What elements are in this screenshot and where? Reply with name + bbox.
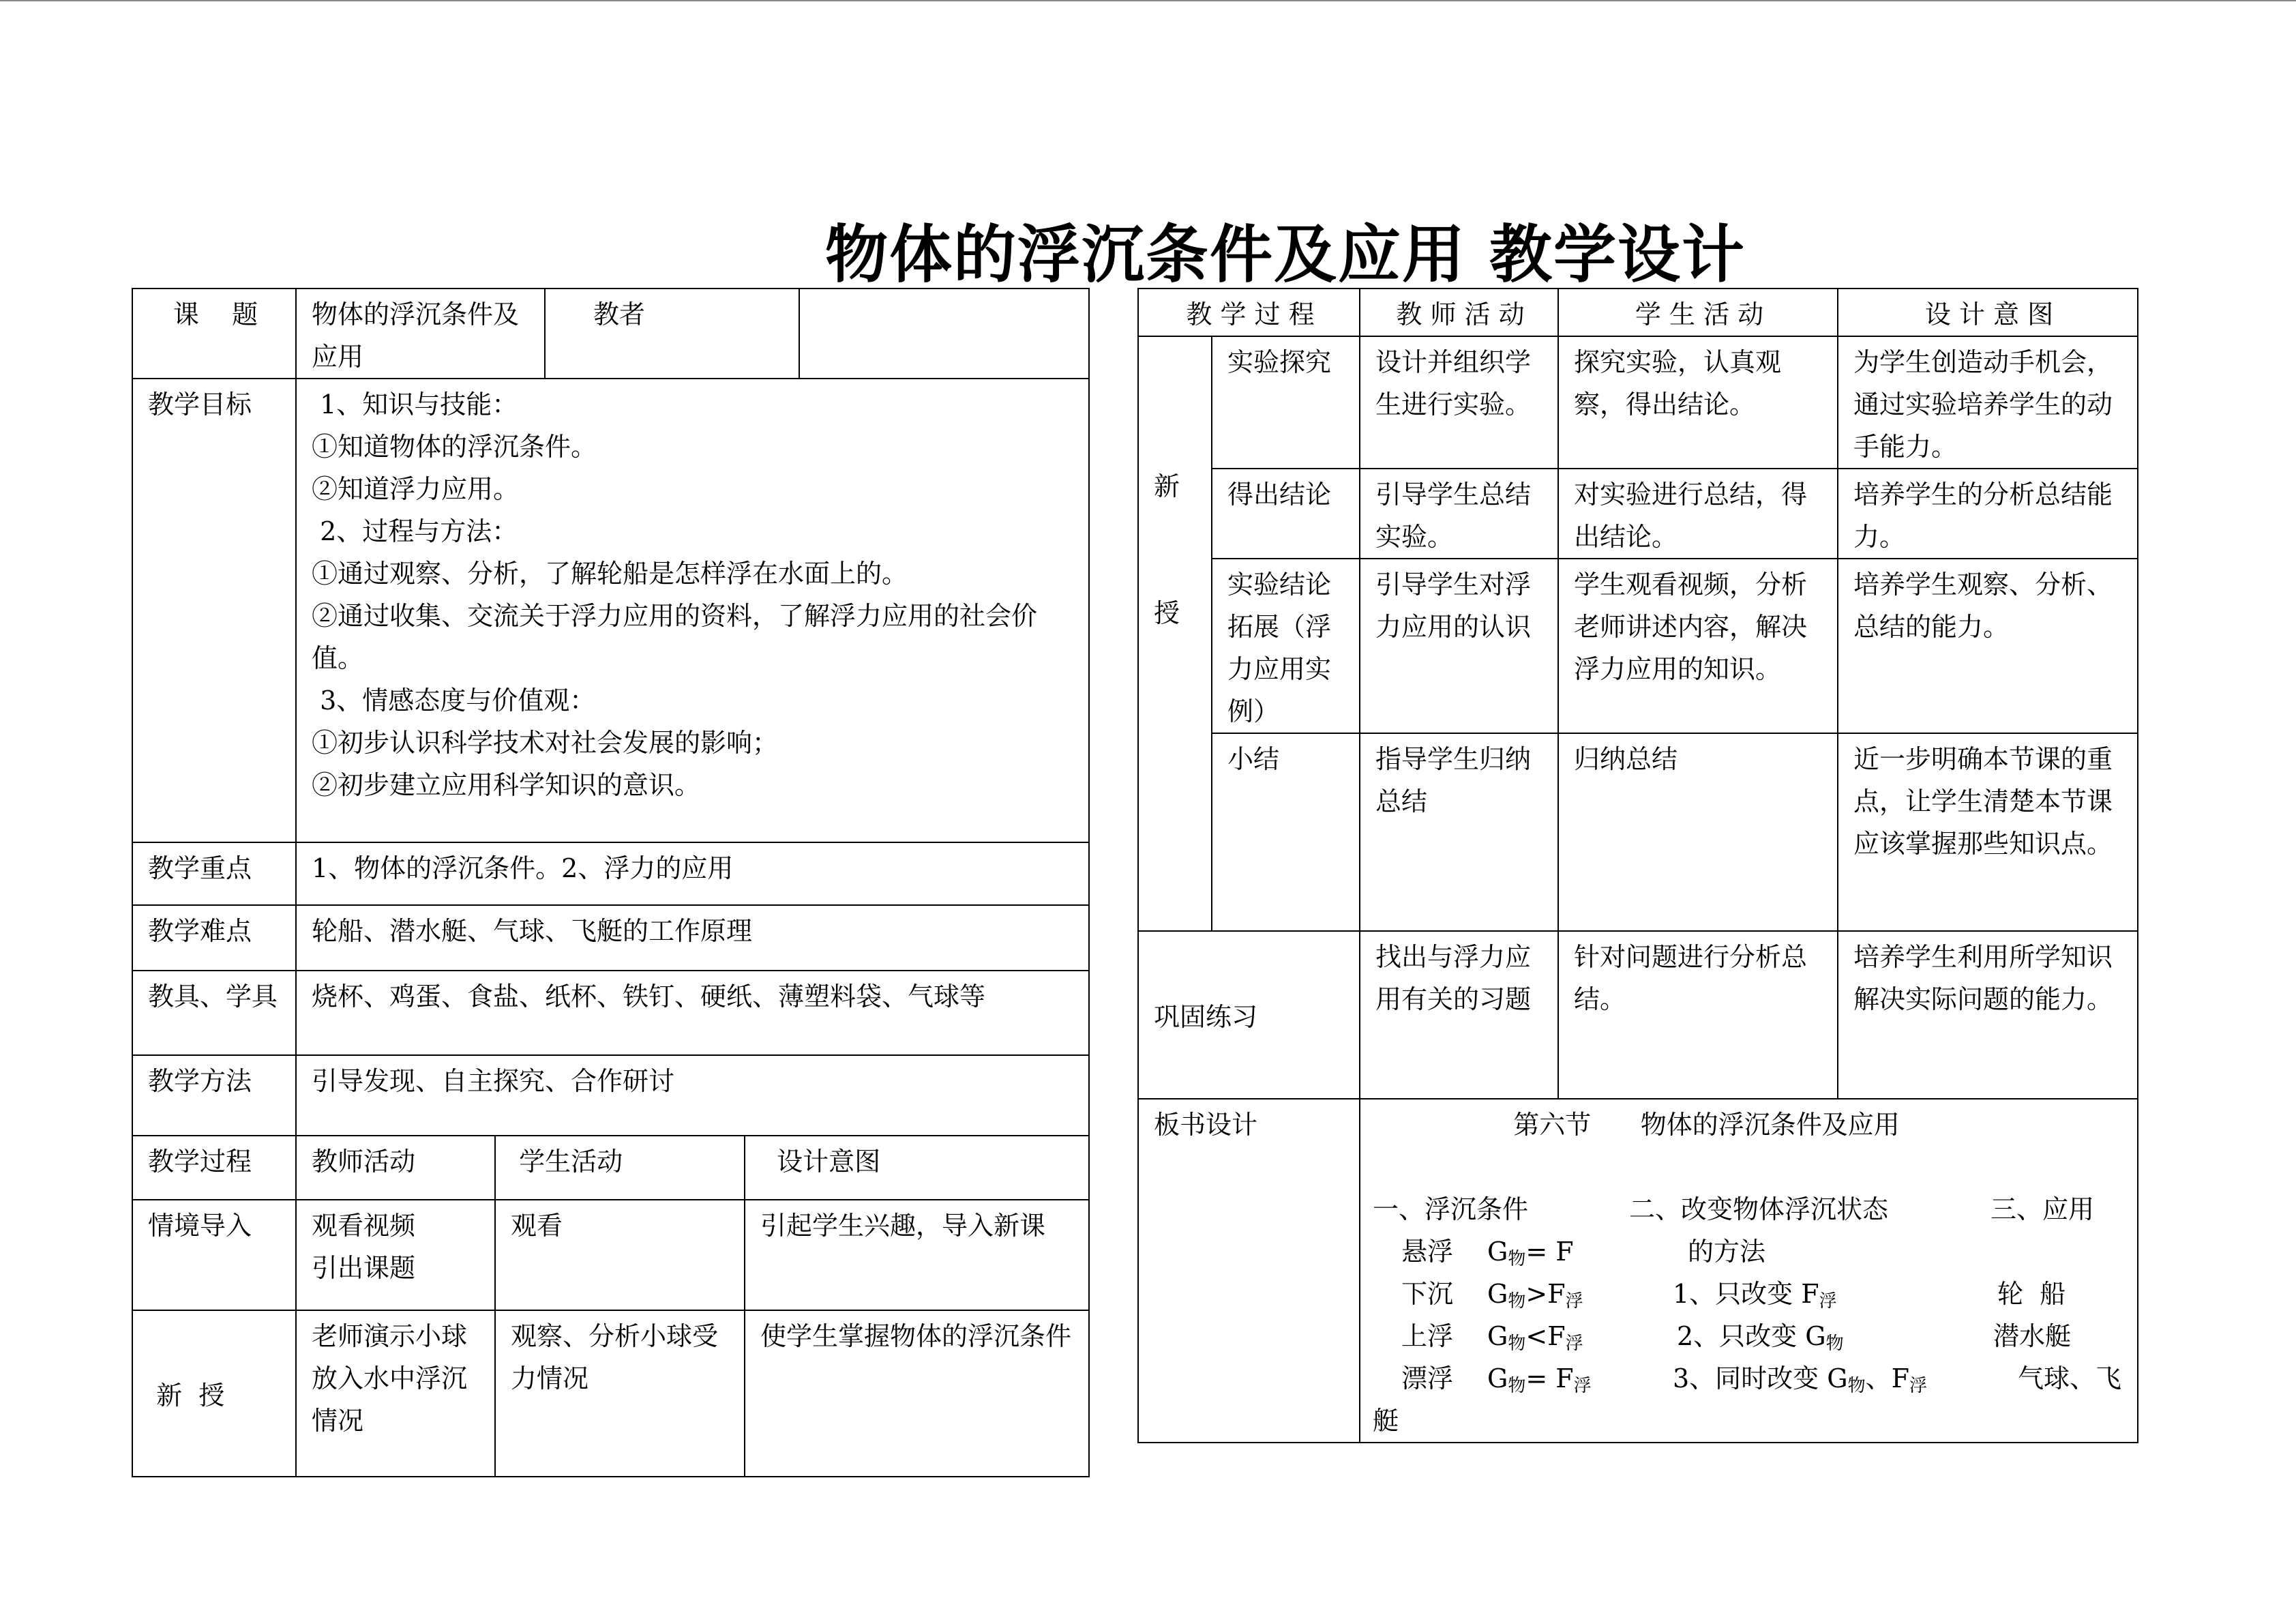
- board-method: 2、只改变 G: [1677, 1321, 1826, 1351]
- tools-label: 教具、学具: [132, 971, 296, 1055]
- teacher-value: [799, 289, 1089, 379]
- stage-cell: 得出结论: [1212, 469, 1360, 559]
- f-subscript: 浮: [1565, 1333, 1583, 1354]
- board-col2-title: 二、改变物体浮沉状态: [1629, 1194, 1889, 1224]
- goal-line: 1、知识与技能：: [312, 389, 518, 419]
- key-value: 1、物体的浮沉条件。2、浮力的应用: [296, 842, 1089, 905]
- board-relation: = F: [1525, 1237, 1574, 1267]
- intent-cell: 为学生创造动手机会，通过实验培养学生的动手能力。: [1838, 336, 2138, 469]
- f-subscript: 浮: [1565, 1291, 1583, 1312]
- process-student-header: 学生活动: [495, 1136, 745, 1200]
- board-app: 轮 船: [1997, 1279, 2066, 1309]
- intro-student: 观看: [495, 1200, 745, 1310]
- student-activity-cell: 归纳总结: [1558, 733, 1838, 931]
- goal-line: ①通过观察、分析，了解轮船是怎样浮在水面上的。: [312, 559, 908, 589]
- goal-line: ①知道物体的浮沉条件。: [312, 432, 597, 462]
- goal-line: 2、过程与方法：: [312, 516, 518, 546]
- board-method-part: 、F: [1865, 1363, 1910, 1393]
- goals-content: [296, 379, 1089, 842]
- board-col1-title: 一、浮沉条件: [1373, 1194, 1529, 1224]
- g-subscript: 物: [1508, 1249, 1526, 1269]
- g-subscript: 物: [1847, 1376, 1866, 1396]
- teacher-activity-cell: 设计并组织学生进行实验。: [1360, 336, 1558, 469]
- teacher-label: 教者: [545, 289, 799, 379]
- board-app: 潜水艇: [1993, 1321, 2072, 1351]
- stage-cell: 实验探究: [1212, 336, 1360, 469]
- goal-line: ②知道浮力应用。: [312, 474, 520, 504]
- board-design: [1360, 1099, 2138, 1443]
- process-intent-header: 设计意图: [745, 1136, 1089, 1200]
- intro-teacher: 观看视频 引出课题: [296, 1200, 495, 1310]
- teacher-activity-cell: 指导学生归纳总结: [1360, 733, 1558, 931]
- new-teaching-group-label: [1138, 336, 1212, 931]
- g-subscript: 物: [1508, 1376, 1526, 1396]
- header-intent: 设 计 意 图: [1838, 289, 2138, 336]
- new-label: 新 授: [132, 1310, 296, 1477]
- topic-value: 物体的浮沉条件及应用: [296, 289, 545, 379]
- difficulty-label: 教学难点: [132, 905, 296, 971]
- intent-cell: 近一步明确本节课的重点，让学生清楚本节课应该掌握那些知识点。: [1838, 733, 2138, 931]
- board-state: 漂浮: [1401, 1363, 1454, 1393]
- board-state: 悬浮: [1401, 1237, 1454, 1267]
- board-state: 下沉: [1401, 1279, 1454, 1309]
- topic-label: 课 题: [132, 289, 296, 379]
- left-table: [132, 288, 1090, 1477]
- key-label: 教学重点: [132, 842, 296, 905]
- practice-student: 针对问题进行分析总结。: [1558, 931, 1838, 1099]
- right-table: [1137, 288, 2138, 1443]
- board-method: 3、同时改变 G: [1673, 1363, 1848, 1393]
- board-col3-title: 三、应用: [1991, 1194, 2095, 1224]
- f-subscript: 浮: [1573, 1376, 1592, 1396]
- new-teacher: 老师演示小球放入水中浮沉情况: [296, 1310, 495, 1477]
- board-heading: 第六节 物体的浮沉条件及应用: [1513, 1110, 1900, 1140]
- method-value: 引导发现、自主探究、合作研讨: [296, 1055, 1089, 1136]
- header-process: 教 学 过 程: [1138, 289, 1360, 336]
- practice-teacher: 找出与浮力应用有关的习题: [1360, 931, 1558, 1099]
- goal-line: ②初步建立应用科学知识的意识。: [312, 770, 701, 800]
- g-subscript: 物: [1508, 1291, 1526, 1312]
- intent-cell: 培养学生的分析总结能力。: [1838, 469, 2138, 559]
- g-symbol: G: [1487, 1321, 1508, 1351]
- goal-line: 3、情感态度与价值观：: [312, 685, 596, 715]
- board-relation: <F: [1525, 1321, 1566, 1351]
- board-state: 上浮: [1401, 1321, 1454, 1351]
- practice-intent: 培养学生利用所学知识解决实际问题的能力。: [1838, 931, 2138, 1099]
- difficulty-value: 轮船、潜水艇、气球、飞艇的工作原理: [296, 905, 1089, 971]
- teacher-activity-cell: 引导学生总结实验。: [1360, 469, 1558, 559]
- g-subscript: 物: [1825, 1333, 1844, 1354]
- tools-value: 烧杯、鸡蛋、食盐、纸杯、铁钉、硬纸、薄塑料袋、气球等: [296, 971, 1089, 1055]
- f-subscript: 浮: [1819, 1291, 1837, 1312]
- board-col2-title-2: 的方法: [1688, 1237, 1766, 1267]
- student-activity-cell: 对实验进行总结，得出结论。: [1558, 469, 1838, 559]
- header-student: 学 生 活 动: [1558, 289, 1838, 336]
- process-label: 教学过程: [132, 1136, 296, 1200]
- goal-line: ①初步认识科学技术对社会发展的影响；: [312, 728, 779, 758]
- goals-label: 教学目标: [132, 379, 296, 842]
- g-symbol: G: [1487, 1363, 1508, 1393]
- method-label: 教学方法: [132, 1055, 296, 1136]
- board-relation: >F: [1525, 1279, 1566, 1309]
- group-char-2: 授: [1154, 598, 1180, 628]
- new-intent: 使学生掌握物体的浮沉条件: [745, 1310, 1089, 1477]
- student-activity-cell: 学生观看视频，分析老师讲述内容，解决浮力应用的知识。: [1558, 559, 1838, 733]
- board-relation: = F: [1525, 1363, 1574, 1393]
- g-subscript: 物: [1508, 1333, 1526, 1354]
- stage-cell: 小结: [1212, 733, 1360, 931]
- page-title: 物体的浮沉条件及应用 教学设计: [825, 218, 1746, 291]
- f-subscript: 浮: [1909, 1376, 1928, 1396]
- student-activity-cell: 探究实验，认真观察，得出结论。: [1558, 336, 1838, 469]
- process-teacher-header: 教师活动: [296, 1136, 495, 1200]
- teacher-activity-cell: 引导学生对浮力应用的认识: [1360, 559, 1558, 733]
- board-method: 1、只改变 F: [1673, 1279, 1819, 1309]
- intro-intent: 引起学生兴趣，导入新课: [745, 1200, 1089, 1310]
- new-student: 观察、分析小球受 力情况: [495, 1310, 745, 1477]
- board-label: 板书设计: [1138, 1099, 1360, 1443]
- stage-cell: 实验结论拓展（浮力应用实例）: [1212, 559, 1360, 733]
- goal-line: ②通过收集、交流关于浮力应用的资料，了解浮力应用的社会价值。: [312, 601, 1038, 673]
- practice-label: 巩固练习: [1138, 931, 1360, 1099]
- board-app-wrap: 艇: [1373, 1406, 1399, 1436]
- board-app: 气球、飞: [2018, 1363, 2122, 1393]
- g-symbol: G: [1487, 1279, 1508, 1309]
- g-symbol: G: [1487, 1237, 1508, 1267]
- intro-label: 情境导入: [132, 1200, 296, 1310]
- header-teacher: 教 师 活 动: [1360, 289, 1558, 336]
- group-char-1: 新: [1154, 471, 1180, 501]
- top-border-line: [0, 0, 2296, 1]
- intent-cell: 培养学生观察、分析、总结的能力。: [1838, 559, 2138, 733]
